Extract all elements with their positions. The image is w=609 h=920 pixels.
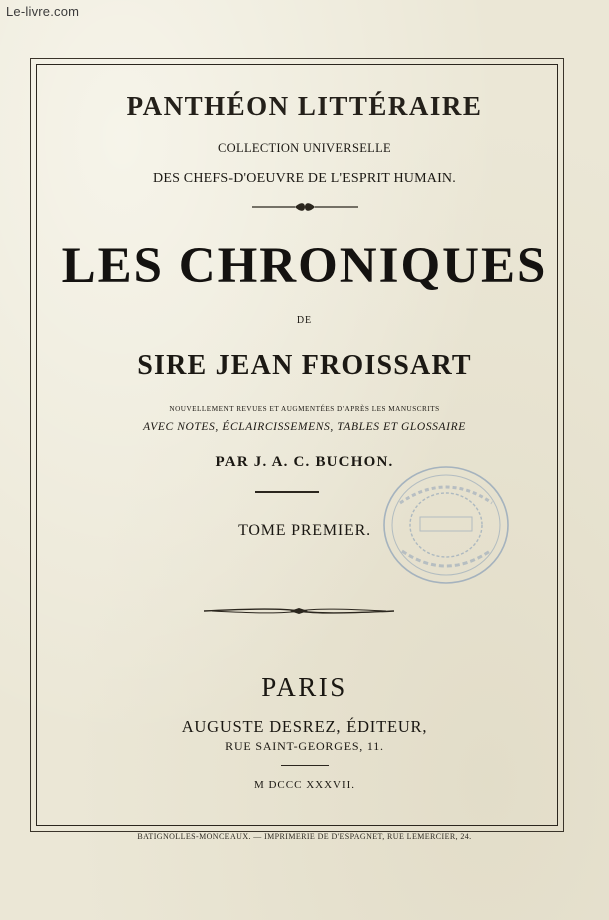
book-title: LES CHRONIQUES [61,238,548,294]
imprint-publisher: AUGUSTE DESREZ, ÉDITEUR, [181,717,428,736]
imprint-address: RUE SAINT-GEORGES, 11. [225,739,384,753]
editor-line: PAR J. A. C. BUCHON. [215,454,394,470]
revised-line: NOUVELLEMENT REVUES ET AUGMENTÉES D'APRÈS LES MANUSCRITS [169,405,440,413]
author-name: SIRE JEAN FROISSART [137,350,472,381]
library-stamp-icon [380,463,512,587]
series-title: PANTHÉON LITTÉRAIRE [126,91,483,121]
imprint-rule [281,765,329,766]
imprint-year: M DCCC XXXVII. [253,779,356,791]
de-word: DE [296,315,313,326]
short-rule [255,491,319,493]
collection-line: COLLECTION UNIVERSELLE [218,141,391,155]
imprint-city: PARIS [261,672,348,702]
notes-line: AVEC NOTES, ÉCLAIRCISSEMENS, TABLES ET GLOSSAIRE [143,421,466,433]
chefs-line: DES CHEFS-D'OEUVRE DE L'ESPRIT HUMAIN. [153,171,456,186]
watermark-text: Le-livre.com [6,4,80,19]
tome-label: TOME PREMIER. [238,522,371,539]
ornament-rule-middle-icon [202,606,396,616]
printer-line: BATIGNOLLES-MONCEAUX. — IMPRIMERIE DE D'ESPAGNET, RUE LEMERCIER, 24. [137,832,472,841]
ornament-rule-top-icon [250,202,360,212]
